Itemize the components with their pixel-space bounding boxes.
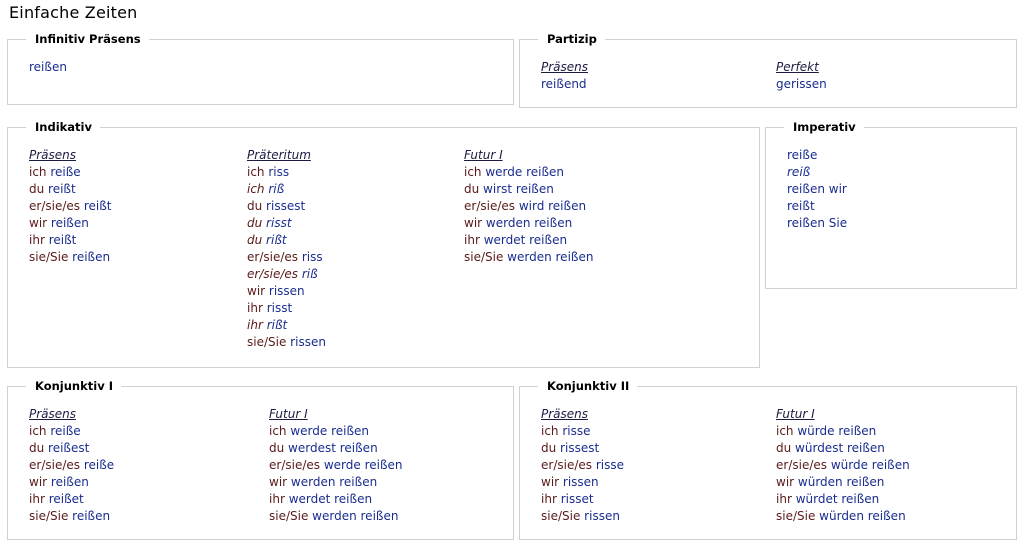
pronoun: wir bbox=[541, 475, 563, 489]
pronoun: ihr bbox=[464, 233, 484, 247]
verb-form: risse bbox=[595, 458, 624, 472]
pronoun: du bbox=[269, 441, 289, 455]
conjugation-row bbox=[776, 440, 910, 457]
verb-form: reißest bbox=[48, 441, 90, 455]
partizip-section bbox=[519, 32, 1017, 108]
pronoun: ich bbox=[541, 424, 563, 438]
partizip-heading: Partizip bbox=[538, 31, 605, 47]
page-title: Einfache Zeiten bbox=[9, 3, 138, 22]
verb-form: werdet reißen bbox=[483, 233, 568, 247]
verb-form: risset bbox=[560, 492, 594, 506]
verb-form: riss bbox=[301, 250, 323, 264]
pronoun: ich bbox=[247, 182, 269, 196]
conjugation-row bbox=[247, 266, 326, 283]
pronoun: wir bbox=[776, 475, 798, 489]
verb-form: reißen bbox=[72, 509, 111, 523]
conjugation-row bbox=[541, 491, 624, 508]
conjugation-row bbox=[787, 147, 847, 164]
verb-form: werden reißen bbox=[290, 475, 378, 489]
conjugation-row bbox=[247, 181, 326, 198]
verb-form: werden reißen bbox=[485, 216, 573, 230]
conjugation-row bbox=[787, 181, 847, 198]
imperativ-section bbox=[765, 120, 1017, 289]
conjugation-row bbox=[464, 232, 593, 249]
verb-form: rissen bbox=[290, 335, 326, 349]
imperativ-column bbox=[787, 147, 847, 232]
pronoun: ihr bbox=[29, 492, 49, 506]
konjunktiv2-heading: Konjunktiv II bbox=[538, 378, 637, 394]
pronoun: du bbox=[247, 216, 267, 230]
conjugation-row bbox=[247, 215, 326, 232]
pronoun: er/sie/es bbox=[464, 199, 519, 213]
partizip-perfekt-value: gerissen bbox=[776, 77, 827, 91]
conjugation-row bbox=[541, 508, 624, 525]
conjugation-row bbox=[247, 249, 326, 266]
infinitiv-section bbox=[7, 32, 514, 105]
conjugation-row bbox=[464, 249, 593, 266]
verb-form: werdet reißen bbox=[288, 492, 373, 506]
pronoun: ihr bbox=[247, 318, 267, 332]
konjunktiv1-praesens-column bbox=[29, 406, 114, 525]
pronoun: sie/Sie bbox=[29, 509, 73, 523]
pronoun: er/sie/es bbox=[247, 267, 302, 281]
verb-form: würdet reißen bbox=[795, 492, 880, 506]
verb-form: reiße bbox=[50, 165, 81, 179]
conjugation-row bbox=[541, 457, 624, 474]
pronoun: ihr bbox=[776, 492, 796, 506]
conjugation-row bbox=[29, 215, 111, 232]
conjugation-row bbox=[29, 440, 114, 457]
verb-form: wirst reißen bbox=[483, 182, 554, 196]
verb-form: würde reißen bbox=[797, 424, 877, 438]
verb-form: riß bbox=[268, 182, 285, 196]
verb-form: reißt bbox=[83, 199, 112, 213]
pronoun: du bbox=[464, 182, 484, 196]
verb-form: würdest reißen bbox=[795, 441, 885, 455]
tense-heading: Futur I bbox=[464, 148, 503, 162]
verb-form: reiße bbox=[787, 148, 818, 162]
imperativ-heading: Imperativ bbox=[784, 119, 864, 135]
verb-form: reißet bbox=[48, 492, 84, 506]
conjugation-row bbox=[29, 491, 114, 508]
verb-form: reißen bbox=[50, 216, 89, 230]
conjugation-row bbox=[787, 164, 847, 181]
verb-form: reißt bbox=[48, 233, 77, 247]
verb-form: risst bbox=[266, 301, 293, 315]
pronoun: wir bbox=[29, 216, 51, 230]
conjugation-row bbox=[787, 215, 847, 232]
conjugation-row bbox=[269, 491, 403, 508]
verb-form: würden reißen bbox=[819, 509, 906, 523]
indikativ-praeteritum-column bbox=[247, 147, 326, 351]
infinitiv-value: reißen bbox=[29, 60, 67, 74]
pronoun: ich bbox=[29, 165, 51, 179]
pronoun: sie/Sie bbox=[464, 250, 508, 264]
pronoun: wir bbox=[247, 284, 269, 298]
verb-form: riß bbox=[301, 267, 318, 281]
verb-form: reißen Sie bbox=[787, 216, 848, 230]
pronoun: wir bbox=[464, 216, 486, 230]
tense-heading: Präsens bbox=[541, 407, 589, 421]
verb-form: rissest bbox=[266, 199, 306, 213]
pronoun: er/sie/es bbox=[247, 250, 302, 264]
tense-heading: Präsens bbox=[29, 407, 77, 421]
indikativ-section bbox=[7, 120, 760, 368]
verb-form: rissen bbox=[268, 284, 305, 298]
verb-form: reißen bbox=[72, 250, 111, 264]
pronoun: du bbox=[247, 233, 267, 247]
verb-form: rissen bbox=[562, 475, 599, 489]
conjugation-row bbox=[269, 508, 403, 525]
konjunktiv1-heading: Konjunktiv I bbox=[26, 378, 121, 394]
conjugation-row bbox=[247, 283, 326, 300]
tense-heading: Präsens bbox=[29, 148, 77, 162]
conjugation-row bbox=[776, 508, 910, 525]
conjugation-row bbox=[776, 474, 910, 491]
conjugation-row bbox=[29, 423, 114, 440]
pronoun: er/sie/es bbox=[29, 199, 84, 213]
conjugation-row bbox=[29, 198, 111, 215]
verb-form: rissen bbox=[584, 509, 620, 523]
konjunktiv1-futur1-column bbox=[269, 406, 403, 525]
pronoun: ihr bbox=[247, 301, 267, 315]
konjunktiv1-section bbox=[7, 379, 514, 540]
pronoun: er/sie/es bbox=[29, 458, 84, 472]
conjugation-row bbox=[787, 198, 847, 215]
conjugation-row bbox=[269, 423, 403, 440]
tense-heading: Futur I bbox=[776, 407, 815, 421]
pronoun: sie/Sie bbox=[247, 335, 291, 349]
indikativ-futur1-column bbox=[464, 147, 593, 266]
pronoun: du bbox=[776, 441, 796, 455]
verb-form: werden reißen bbox=[312, 509, 399, 523]
indikativ-heading: Indikativ bbox=[26, 119, 100, 135]
conjugation-row bbox=[247, 300, 326, 317]
pronoun: ich bbox=[269, 424, 291, 438]
pronoun: sie/Sie bbox=[776, 509, 820, 523]
verb-form: rißt bbox=[266, 233, 287, 247]
conjugation-row bbox=[464, 181, 593, 198]
pronoun: sie/Sie bbox=[269, 509, 313, 523]
verb-form: risst bbox=[266, 216, 292, 230]
verb-form: reißt bbox=[48, 182, 76, 196]
conjugation-row bbox=[464, 198, 593, 215]
pronoun: sie/Sie bbox=[29, 250, 73, 264]
verb-form: reißen wir bbox=[787, 182, 847, 196]
pronoun: ich bbox=[776, 424, 798, 438]
conjugation-row bbox=[541, 423, 624, 440]
conjugation-row bbox=[776, 457, 910, 474]
pronoun: du bbox=[29, 441, 49, 455]
konjunktiv2-praesens-column bbox=[541, 406, 624, 525]
pronoun: er/sie/es bbox=[776, 458, 831, 472]
partizip-praesens-value: reißend bbox=[541, 77, 587, 91]
verb-form: reißen bbox=[50, 475, 89, 489]
konjunktiv2-section bbox=[519, 379, 1017, 540]
verb-form: würden reißen bbox=[797, 475, 885, 489]
verb-form: werde reißen bbox=[290, 424, 370, 438]
pronoun: ich bbox=[247, 165, 269, 179]
verb-form: riss bbox=[268, 165, 290, 179]
indikativ-praesens-column bbox=[29, 147, 111, 266]
pronoun: wir bbox=[269, 475, 291, 489]
pronoun: ihr bbox=[29, 233, 49, 247]
verb-form: werdest reißen bbox=[288, 441, 378, 455]
conjugation-row bbox=[29, 457, 114, 474]
conjugation-row bbox=[464, 164, 593, 181]
pronoun: er/sie/es bbox=[541, 458, 596, 472]
conjugation-row bbox=[247, 232, 326, 249]
conjugation-row bbox=[247, 198, 326, 215]
conjugation-row bbox=[29, 474, 114, 491]
conjugation-row bbox=[541, 474, 624, 491]
verb-form: werde reißen bbox=[323, 458, 403, 472]
conjugation-row bbox=[29, 508, 114, 525]
verb-form: reiße bbox=[50, 424, 81, 438]
verb-form: risse bbox=[562, 424, 591, 438]
conjugation-row bbox=[776, 491, 910, 508]
partizip-praesens-label: Präsens bbox=[541, 60, 589, 74]
conjugation-row bbox=[269, 474, 403, 491]
infinitiv-heading: Infinitiv Präsens bbox=[26, 31, 149, 47]
conjugation-row bbox=[247, 317, 326, 334]
pronoun: wir bbox=[29, 475, 51, 489]
verb-form: reiß bbox=[787, 165, 811, 179]
conjugation-row bbox=[776, 423, 910, 440]
conjugation-row bbox=[269, 440, 403, 457]
pronoun: ihr bbox=[269, 492, 289, 506]
pronoun: ihr bbox=[541, 492, 561, 506]
conjugation-row bbox=[29, 249, 111, 266]
pronoun: du bbox=[541, 441, 561, 455]
conjugation-row bbox=[247, 164, 326, 181]
tense-heading: Präteritum bbox=[247, 148, 311, 162]
partizip-perfekt-label: Perfekt bbox=[776, 60, 819, 74]
pronoun: du bbox=[247, 199, 267, 213]
verb-form: werde reißen bbox=[485, 165, 565, 179]
conjugation-row bbox=[247, 334, 326, 351]
conjugation-row bbox=[541, 440, 624, 457]
conjugation-row bbox=[29, 181, 111, 198]
verb-form: rißt bbox=[266, 318, 288, 332]
konjunktiv2-futur1-column bbox=[776, 406, 910, 525]
conjugation-row bbox=[464, 215, 593, 232]
pronoun: er/sie/es bbox=[269, 458, 324, 472]
verb-form: werden reißen bbox=[507, 250, 594, 264]
verb-form: rissest bbox=[560, 441, 600, 455]
conjugation-row bbox=[29, 232, 111, 249]
verb-form: reißt bbox=[787, 199, 815, 213]
pronoun: sie/Sie bbox=[541, 509, 585, 523]
conjugation-row bbox=[269, 457, 403, 474]
verb-form: reiße bbox=[83, 458, 115, 472]
pronoun: du bbox=[29, 182, 49, 196]
pronoun: ich bbox=[29, 424, 51, 438]
pronoun: ich bbox=[464, 165, 486, 179]
verb-form: würde reißen bbox=[830, 458, 910, 472]
conjugation-row bbox=[29, 164, 111, 181]
verb-form: wird reißen bbox=[518, 199, 587, 213]
tense-heading: Futur I bbox=[269, 407, 308, 421]
